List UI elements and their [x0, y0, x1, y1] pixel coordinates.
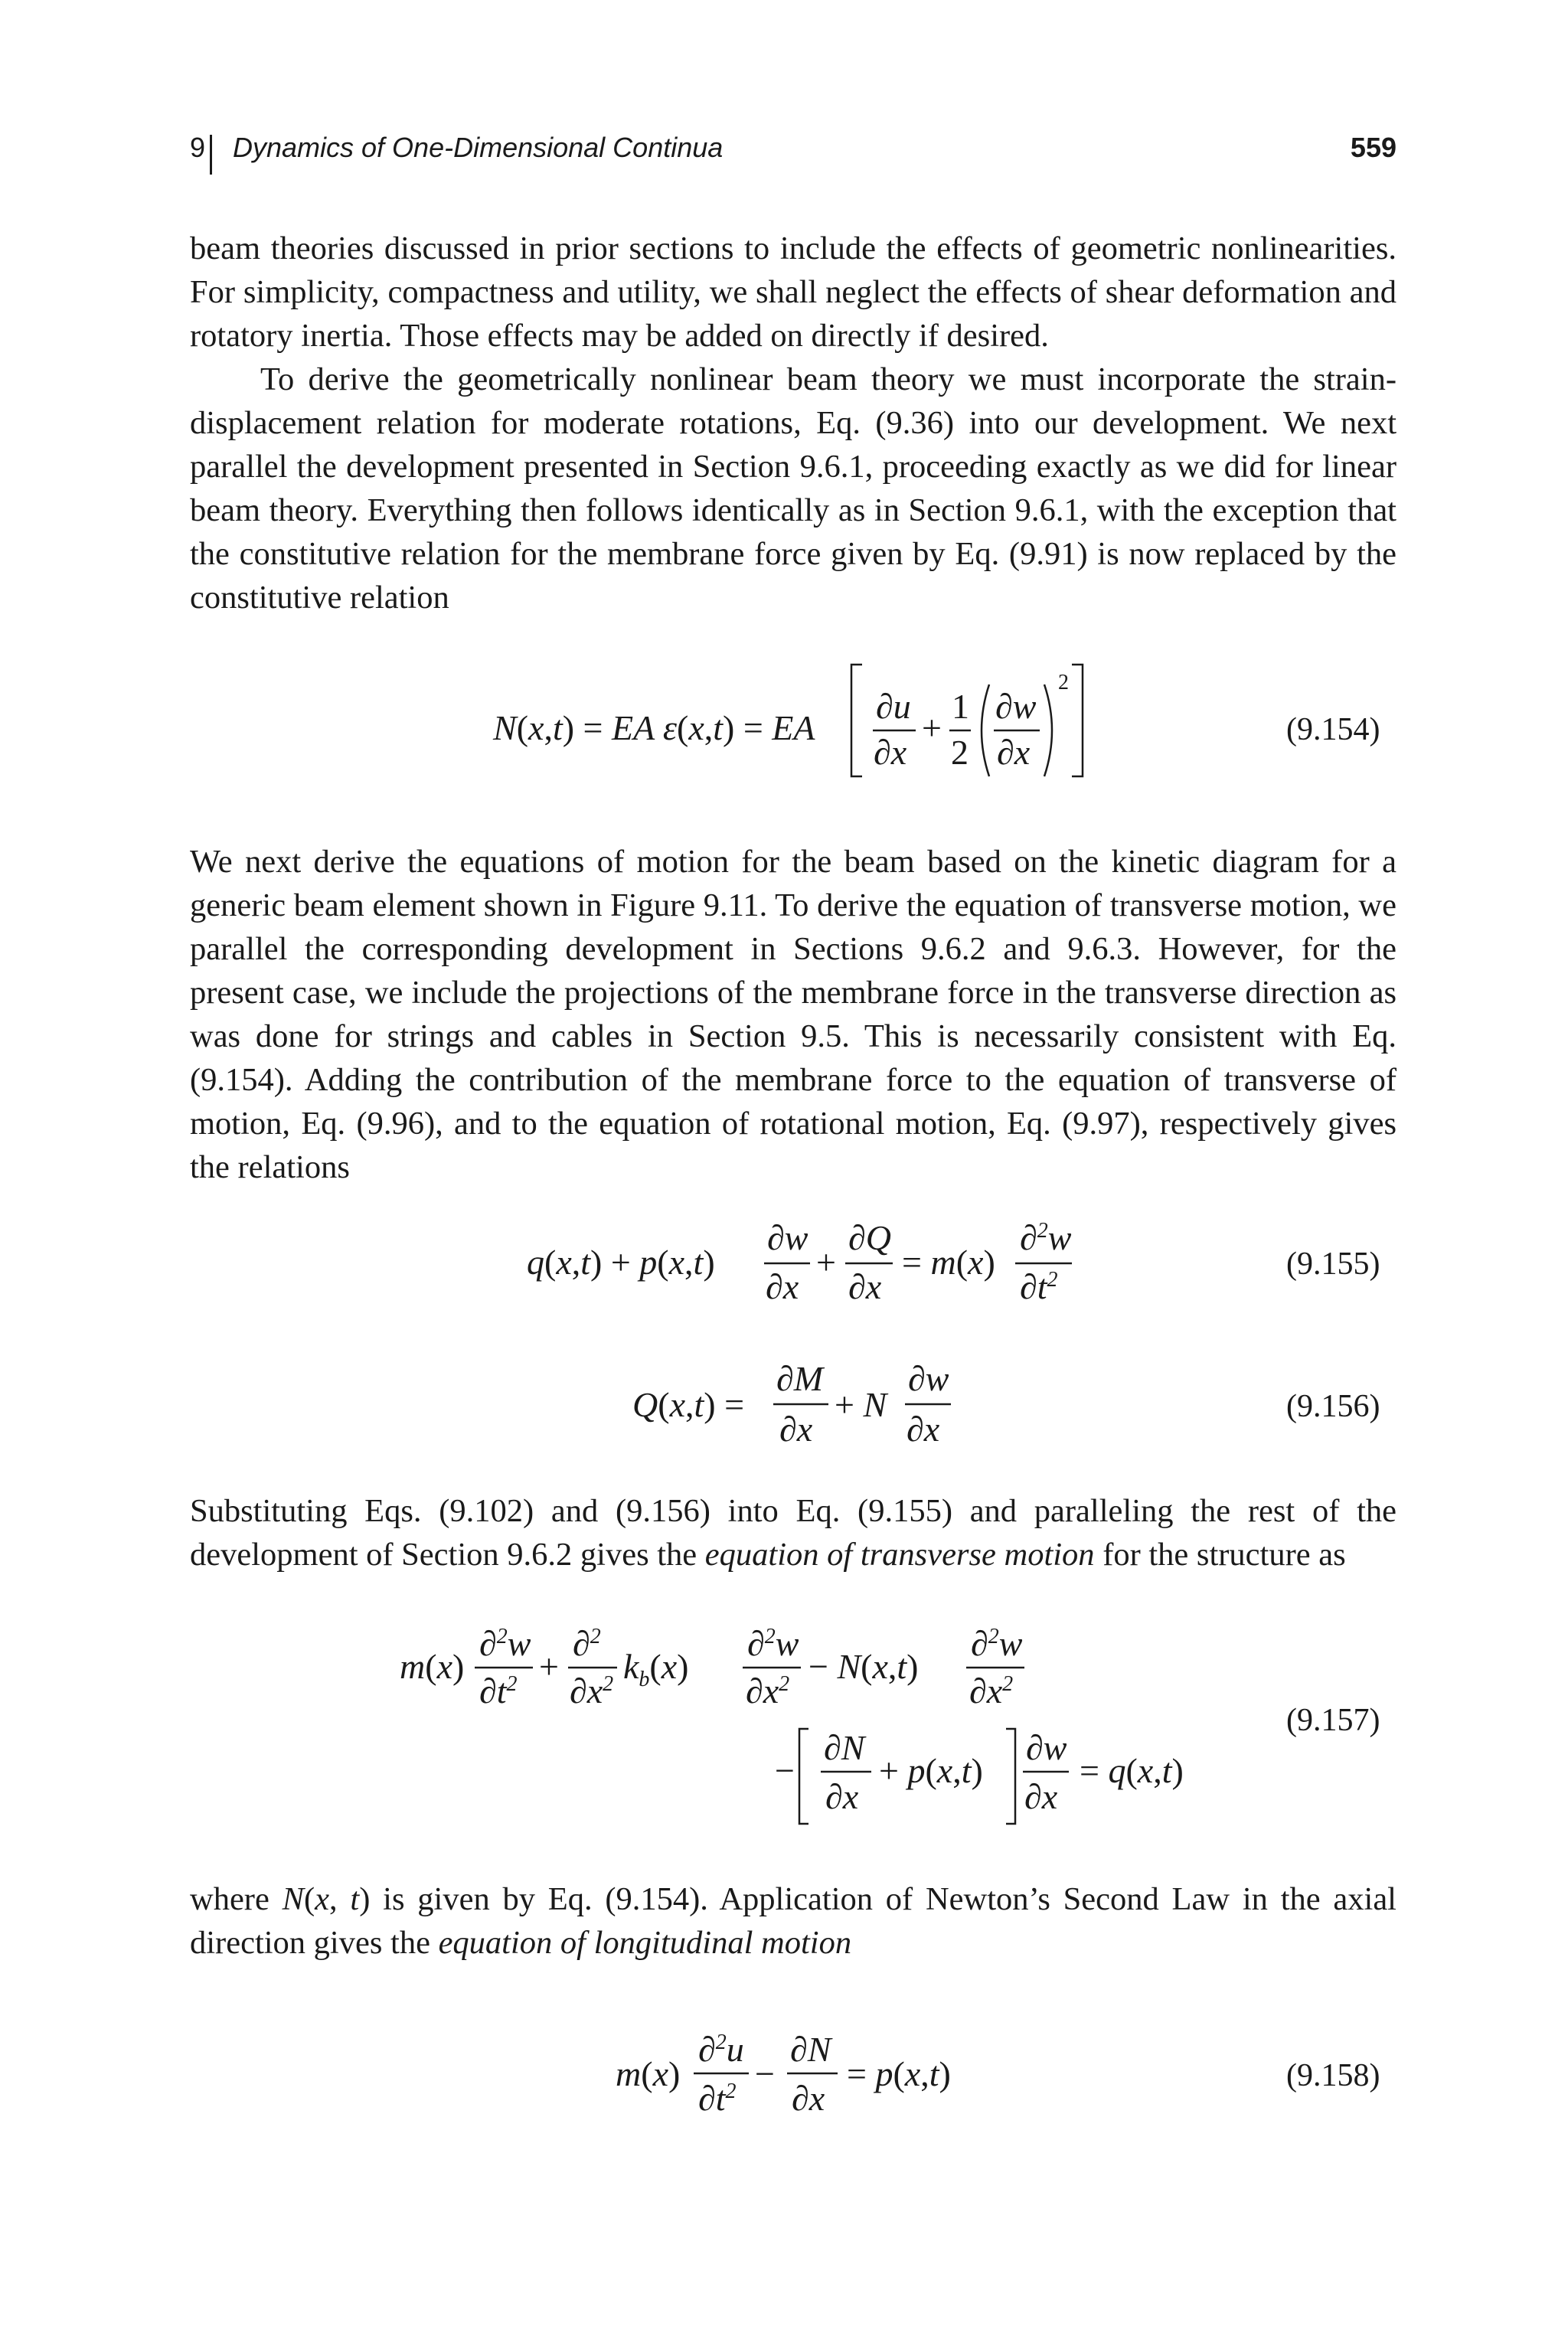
equation-number: (9.157)	[1286, 1703, 1380, 1738]
svg-text:∂u: ∂u	[876, 687, 911, 726]
svg-text:∂2u: ∂$^2$u	[698, 2030, 744, 2069]
svg-text:∂Q: ∂Q	[848, 1218, 891, 1257]
svg-text:∂t2: $\partial t^2$	[698, 2079, 737, 2118]
svg-text:∂x: ∂x	[779, 1410, 813, 1449]
svg-text:∂2w: ∂$^2$w	[747, 1624, 799, 1663]
svg-text:∂x: ∂x	[1024, 1777, 1058, 1816]
equation-9-156-graphic	[190, 1348, 1396, 1455]
svg-text:− N(x,t): − N(x,t)	[808, 1647, 919, 1686]
svg-text:∂x2: $\partial x^2$	[969, 1671, 1014, 1710]
svg-text:2: 2	[951, 733, 969, 772]
svg-text:m(x): m(x)	[616, 2054, 681, 2093]
svg-text:∂t2: $\partial t^2$	[1020, 1267, 1058, 1306]
equation-9-157-graphic	[190, 1616, 1396, 1838]
running-header	[190, 132, 1396, 178]
svg-text:∂2w: ∂$^2$w	[479, 1624, 531, 1663]
svg-text:∂x: ∂x	[825, 1777, 859, 1816]
svg-text:∂N: ∂N	[790, 2030, 831, 2069]
svg-text:= p(x,t): = p(x,t)	[847, 2054, 951, 2093]
equation-9-154	[190, 651, 1396, 789]
paragraph-4: Substituting Eqs. (9.102) and (9.156) into Eq. (9.155) and paralleling the rest of the development of Section 9.6.2 gives the equation of transverse motion for the structure as	[190, 1493, 1396, 1573]
term-equation-of-transverse-motion: equation of transverse motion	[704, 1537, 1095, 1573]
paragraph-5: where N(x, t) is given by Eq. (9.154). Application of Newton’s Second Law in the axial direction gives the equation of longitudinal motion	[190, 1881, 1396, 1961]
equation-number: (9.154)	[1286, 712, 1380, 747]
svg-text:N(x,t) = EA ε(x,t) = EA: N(x,t) = EA ε(x,t) = EA	[493, 708, 815, 747]
svg-text:+ N: + N	[835, 1385, 887, 1424]
equation-9-157	[190, 1616, 1396, 1838]
svg-text:1: 1	[952, 687, 969, 726]
svg-text:m(x): m(x)	[400, 1647, 465, 1686]
svg-text:∂t2: $\partial t^2$	[479, 1671, 518, 1710]
svg-text:∂w: ∂w	[995, 687, 1037, 726]
svg-text:kb(x): $k_b(x)$	[623, 1647, 689, 1691]
svg-text:∂w: ∂w	[1026, 1728, 1067, 1767]
svg-text:q(x,t) + p(x,t): q(x,t) + p(x,t)	[527, 1243, 715, 1282]
svg-text:∂x: ∂x	[848, 1267, 882, 1306]
svg-text:∂x: ∂x	[792, 2079, 825, 2118]
svg-text:∂x: ∂x	[766, 1267, 799, 1306]
svg-text:∂x: ∂x	[874, 733, 907, 772]
chapter-title: Dynamics of One-Dimensional Continua	[233, 132, 724, 163]
svg-text:∂2: ∂$^2$	[573, 1624, 601, 1663]
paragraph-2: To derive the geometrically nonlinear beam theory we must incorporate the strain-displacement relation for moderate rotations, Eq. (9.36) into our development. We next parallel the development presented in Section 9.6.1, proceeding exactly as we did for linear beam theory. Everything then follows identically as in Section 9.6.1, with the exception that the constitutive relation for the membrane force given by Eq. (9.91) is now replaced by the constitutive relation	[190, 361, 1396, 616]
svg-text:−: −	[755, 2054, 775, 2093]
svg-text:∂x2: $\partial x^2$	[746, 1671, 790, 1710]
equation-number: (9.155)	[1286, 1246, 1380, 1282]
equation-9-158-graphic	[190, 2021, 1396, 2129]
equation-9-154-graphic	[190, 651, 1396, 789]
svg-text:−: −	[775, 1751, 795, 1790]
svg-text:∂x: ∂x	[906, 1410, 940, 1449]
svg-text:∂x: ∂x	[997, 733, 1031, 772]
svg-text:∂w: ∂w	[767, 1218, 808, 1257]
header-divider	[210, 135, 212, 175]
equation-number: (9.158)	[1286, 2058, 1380, 2093]
equation-9-156	[190, 1348, 1396, 1455]
equation-9-158	[190, 2021, 1396, 2129]
term-equation-of-longitudinal-motion: equation of longitudinal motion	[438, 1925, 852, 1961]
paragraph-3: We next derive the equations of motion for the beam based on the kinetic diagram for a generic beam element shown in Figure 9.11. To derive the equation of transverse motion, we parallel the corresponding development in Sections 9.6.2 and 9.6.3. However, for the present case, we include the projections of the membrane force in the transverse direction as was done for strings and cables in Section 9.5. This is necessarily consistent with Eq. (9.154). Adding the contribution of the membrane force to the equation of transverse of motion, Eq. (9.96), and to the equation of rotational motion, Eq. (9.97), respectively gives the relations	[190, 844, 1396, 1185]
svg-text:∂M: ∂M	[776, 1359, 824, 1398]
svg-text:∂x2: $\partial x^2$	[570, 1671, 614, 1710]
svg-text:+: +	[922, 708, 942, 747]
svg-text:+: +	[539, 1647, 559, 1686]
svg-text:+ p(x,t): + p(x,t)	[879, 1751, 983, 1790]
svg-text:Q(x,t) =: Q(x,t) =	[632, 1385, 745, 1424]
equation-9-155-graphic	[190, 1210, 1396, 1317]
page-number: 559	[1350, 132, 1396, 163]
svg-text:∂w: ∂w	[908, 1359, 949, 1398]
svg-text:∂N: ∂N	[824, 1728, 865, 1767]
svg-text:∂2w: ∂$^2$w	[1020, 1218, 1072, 1257]
svg-text:= q(x,t): = q(x,t)	[1080, 1751, 1184, 1790]
chapter-number: 9	[190, 132, 206, 163]
svg-text:+: +	[816, 1243, 836, 1282]
svg-text:= m(x): = m(x)	[902, 1243, 995, 1282]
svg-text:2: 2	[1058, 671, 1069, 694]
equation-number: (9.156)	[1286, 1389, 1380, 1424]
svg-text:∂2w: ∂$^2$w	[971, 1624, 1023, 1663]
paragraph-1: beam theories discussed in prior sections to include the effects of geometric nonlinearities. For simplicity, compactness and utility, we shall neglect the effects of shear deformation and rotatory inertia. Those effects may be added on directly if desired.	[190, 230, 1396, 354]
equation-9-155	[190, 1210, 1396, 1317]
